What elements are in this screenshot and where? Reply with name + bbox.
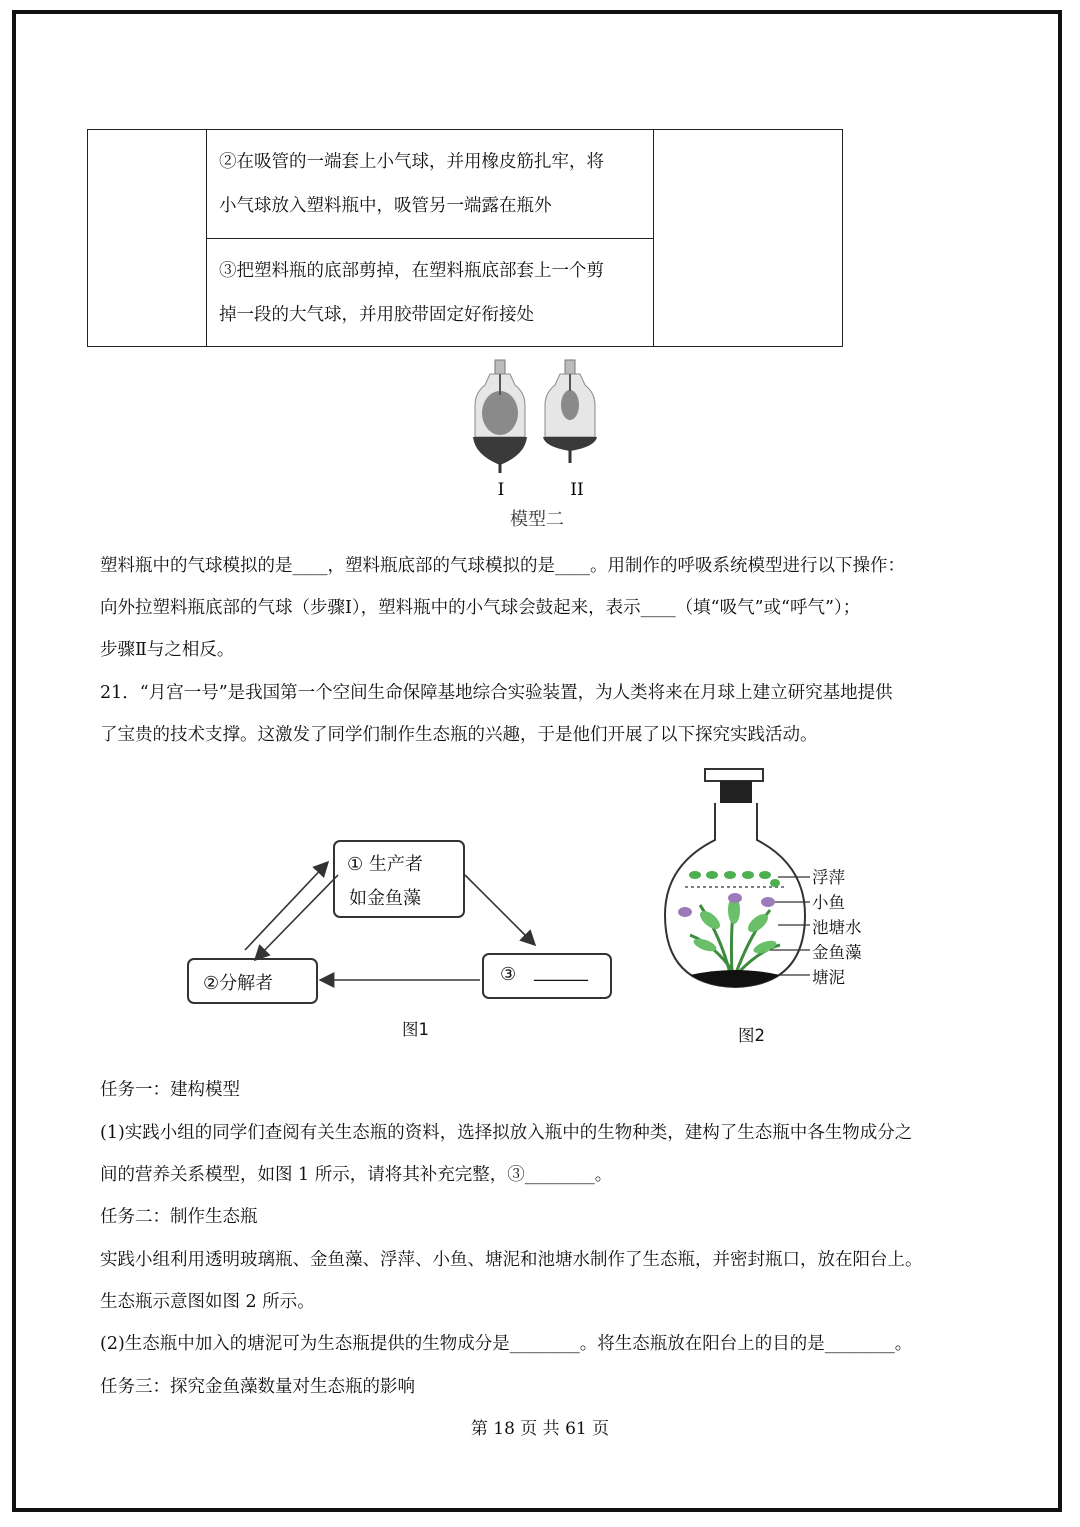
table-step3-line2: 掉一段的大气球，并用胶带固定好衔接处 xyxy=(219,304,534,325)
mud-icon xyxy=(690,970,780,987)
producer-label: ① 生产者 xyxy=(347,854,423,875)
producer-example: 如金鱼藻 xyxy=(349,888,421,909)
arrow-producer-to-decomposer xyxy=(255,875,338,960)
label-hornwort: 金鱼藻 xyxy=(812,943,862,962)
consumer-number: ③ xyxy=(500,964,517,985)
bottle-I-icon xyxy=(473,360,527,473)
procedure-table xyxy=(87,129,843,347)
arrow-producer-to-consumer xyxy=(465,875,535,945)
figure1-caption: 图1 xyxy=(402,1020,429,1039)
model2-bottles-illustration xyxy=(465,355,615,530)
table-step2-cell xyxy=(207,130,654,239)
figure1-arrows xyxy=(180,830,620,1010)
table-empty-left-cell xyxy=(88,130,207,347)
question21-text-line1: 21．“月宫一号”是我国第一个空间生命保障基地综合实验装置，为人类将来在月球上建立研究基地提供 xyxy=(100,683,893,703)
make-bottle-line2: 生态瓶示意图如图 2 所示。 xyxy=(100,1292,315,1312)
label-fish: 小鱼 xyxy=(812,893,845,912)
table-step3-cell xyxy=(207,238,654,347)
arrow-decomposer-to-producer xyxy=(245,862,328,950)
consumer-blank: ______ xyxy=(534,961,588,982)
table-empty-right-cell xyxy=(654,130,843,347)
model2-caption: 模型二 xyxy=(510,509,564,530)
make-bottle-line1: 实践小组利用透明玻璃瓶、金鱼藻、浮萍、小鱼、塘泥和池塘水制作了生态瓶，并密封瓶口，放在阳台上。 xyxy=(100,1250,923,1270)
decomposer-label: ②分解者 xyxy=(203,973,274,994)
question20-text-line3: 步骤Ⅱ与之相反。 xyxy=(100,640,235,660)
page-footer: 第 18 页 共 61 页 xyxy=(470,1419,610,1439)
label-pond-water: 池塘水 xyxy=(812,918,862,937)
question1-line2: 间的营养关系模型，如图 1 所示，请将其补充完整，③________。 xyxy=(100,1165,613,1185)
figure2-labels xyxy=(812,865,862,990)
label-duckweed: 浮萍 xyxy=(812,868,845,887)
table-step3-line1: ③把塑料瓶的底部剪掉，在塑料瓶底部套上一个剪 xyxy=(219,260,604,281)
question21-text-line2: 了宝贵的技术支撑。这激发了同学们制作生态瓶的兴趣，于是他们开展了以下探究实践活动。 xyxy=(100,725,818,745)
task1-heading: 任务一：建构模型 xyxy=(100,1080,240,1100)
table-step2-line2: 小气球放入塑料瓶中，吸管另一端露在瓶外 xyxy=(219,196,552,216)
question1-line1: (1)实践小组的同学们查阅有关生态瓶的资料，选择拟放入瓶中的生物种类，建构了生态瓶中各生物成分之 xyxy=(100,1123,913,1143)
bottle-II-icon xyxy=(543,360,597,463)
figure2-caption: 图2 xyxy=(738,1026,765,1045)
bottle-II-label: II xyxy=(570,480,584,500)
bottle-I-label: I xyxy=(497,480,505,500)
question2-line: (2)生态瓶中加入的塘泥可为生态瓶提供的生物成分是________。将生态瓶放在阳台上的目的是________。 xyxy=(100,1334,913,1354)
task2-heading: 任务二：制作生态瓶 xyxy=(100,1207,258,1227)
table-step2-line1: ②在吸管的一端套上小气球，并用橡皮筋扎牢，将 xyxy=(219,152,604,172)
question20-text-line2: 向外拉塑料瓶底部的气球（步骤Ⅰ），塑料瓶中的小气球会鼓起来，表示____（填“吸气”或“呼气”）； xyxy=(100,598,861,618)
task3-heading: 任务三：探究金鱼藻数量对生态瓶的影响 xyxy=(100,1377,415,1397)
question20-text-line1: 塑料瓶中的气球模拟的是____，塑料瓶底部的气球模拟的是____。用制作的呼吸系统模型进行以下操作： xyxy=(100,556,905,576)
label-pond-mud: 塘泥 xyxy=(812,968,845,987)
